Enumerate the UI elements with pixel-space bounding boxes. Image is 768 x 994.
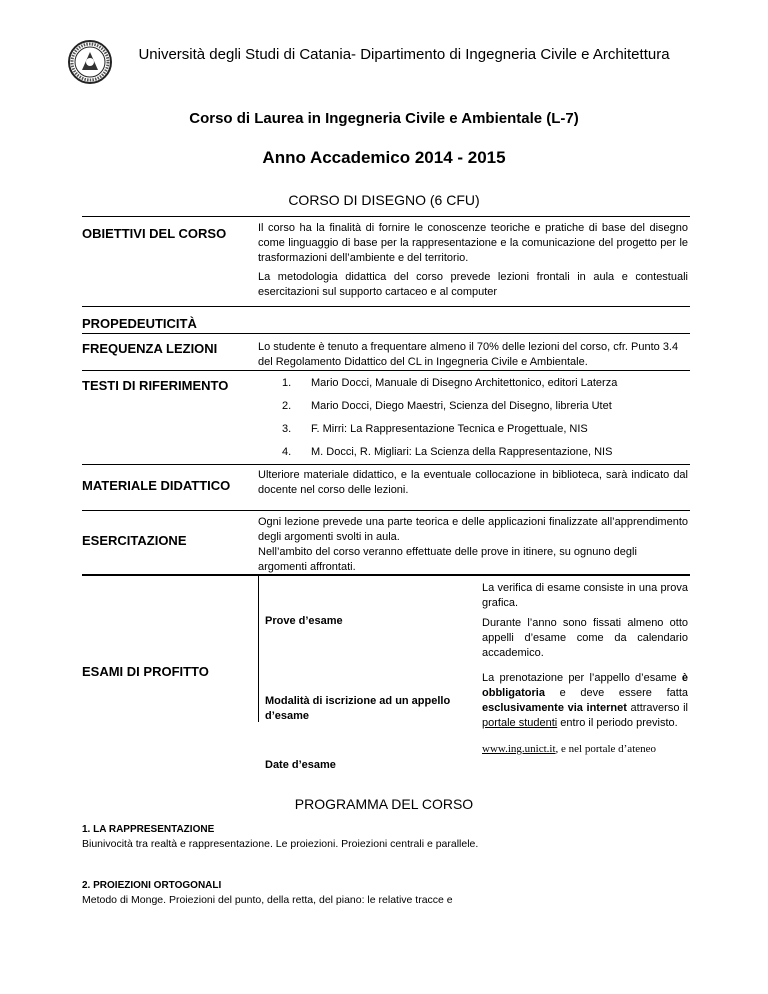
iscrizione-label: Modalità di iscrizione ad un appello d’esame bbox=[265, 695, 451, 722]
exercise-label: ESERCITAZIONE bbox=[82, 533, 187, 548]
program-section-1 bbox=[82, 822, 532, 852]
divider bbox=[82, 574, 690, 576]
exam-dates-link[interactable]: www.ing.unict.it bbox=[482, 743, 556, 755]
divider bbox=[82, 370, 690, 371]
divider bbox=[258, 576, 259, 722]
program-section-2 bbox=[82, 878, 532, 908]
divider bbox=[82, 464, 690, 465]
exercise-text-1: Ogni lezione prevede una parte teorica e delle applicazioni finalizzate all’apprendimento degli argomenti svolti in aula. bbox=[258, 516, 688, 543]
program-section-heading: 2. PROIEZIONI ORTOGONALI bbox=[82, 880, 222, 891]
references-list bbox=[282, 377, 682, 469]
program-section-text: Biunivocità tra realtà e rappresentazione. Le proiezioni. Proiezioni centrali e parallele. bbox=[82, 838, 479, 850]
date-label: Date d’esame bbox=[265, 759, 336, 771]
objectives-text-1: Il corso ha la finalità di fornire le conoscenze teoriche e pratiche di base del disegno come linguaggio di base per la rappresentazione e la comunicazione del progetto per le trasformazioni dell’ambiente e del territorio. bbox=[258, 222, 688, 264]
exams-label: ESAMI DI PROFITTO bbox=[82, 664, 209, 679]
list-item: 1. Mario Docci, Manuale di Disegno Architettonico, editori Laterza bbox=[282, 377, 618, 389]
list-item: 2. Mario Docci, Diego Maestri, Scienza del Disegno, libreria Utet bbox=[282, 400, 612, 412]
objectives-text-2: La metodologia didattica del corso prevede lezioni frontali in aula e contestuali esercitazioni sul supporto cartaceo e al computer bbox=[258, 271, 688, 298]
degree-title: Corso di Laurea in Ingegneria Civile e Ambientale (L-7) bbox=[189, 110, 579, 127]
university-header: Università degli Studi di Catania- Dipartimento di Ingegneria Civile e Architettura bbox=[138, 46, 670, 63]
list-item: 3. F. Mirri: La Rappresentazione Tecnica e Progettuale, NIS bbox=[282, 423, 588, 435]
program-section-heading: 1. LA RAPPRESENTAZIONE bbox=[82, 824, 215, 835]
divider bbox=[82, 510, 690, 511]
date-text: www.ing.unict.it, e nel portale d’ateneo bbox=[482, 743, 657, 755]
materials-label: MATERIALE DIDATTICO bbox=[82, 478, 231, 493]
prove-text-1: La verifica di esame consiste in una prova grafica. bbox=[482, 582, 688, 609]
materials-text: Ulteriore materiale didattico, e la eventuale collocazione in biblioteca, sarà indicato dal docente nel corso delle lezioni. bbox=[258, 469, 688, 496]
objectives-label: OBIETTIVI DEL CORSO bbox=[82, 226, 227, 241]
divider bbox=[82, 333, 690, 334]
list-item: 4. M. Docci, R. Migliari: La Scienza della Rappresentazione, NIS bbox=[282, 446, 613, 458]
divider bbox=[82, 306, 690, 307]
iscrizione-text: La prenotazione per l’appello d’esame è obbligatoria e deve essere fatta esclusivamente via internet attraverso il portale studenti entro il periodo previsto. bbox=[482, 672, 688, 729]
attendance-label: FREQUENZA LEZIONI bbox=[82, 341, 218, 356]
prove-text-2: Durante l’anno sono fissati almeno otto appelli d’esame come da calendario accademico. bbox=[482, 617, 688, 659]
attendance-text: Lo studente è tenuto a frequentare almeno il 70% delle lezioni del corso, cfr. Punto 3.4 del Regolamento Didattico del CL in Ingegneria Civile e Ambientale. bbox=[258, 341, 679, 368]
exercise-text-2: Nell’ambito del corso veranno effettuate delle prove in itinere, su ognuno degli argomenti affrontati. bbox=[258, 546, 637, 573]
prove-label: Prove d’esame bbox=[265, 615, 343, 627]
divider bbox=[82, 216, 690, 217]
references-label: TESTI DI RIFERIMENTO bbox=[82, 378, 229, 393]
course-title: CORSO DI DISEGNO (6 CFU) bbox=[288, 192, 480, 208]
prerequisites-label: PROPEDEUTICITÀ bbox=[82, 316, 197, 331]
academic-year: Anno Accademico 2014 - 2015 bbox=[262, 148, 506, 167]
program-title: PROGRAMMA DEL CORSO bbox=[294, 796, 474, 812]
program-section-text: Metodo di Monge. Proiezioni del punto, della retta, del piano: le relative tracce e bbox=[82, 894, 453, 906]
